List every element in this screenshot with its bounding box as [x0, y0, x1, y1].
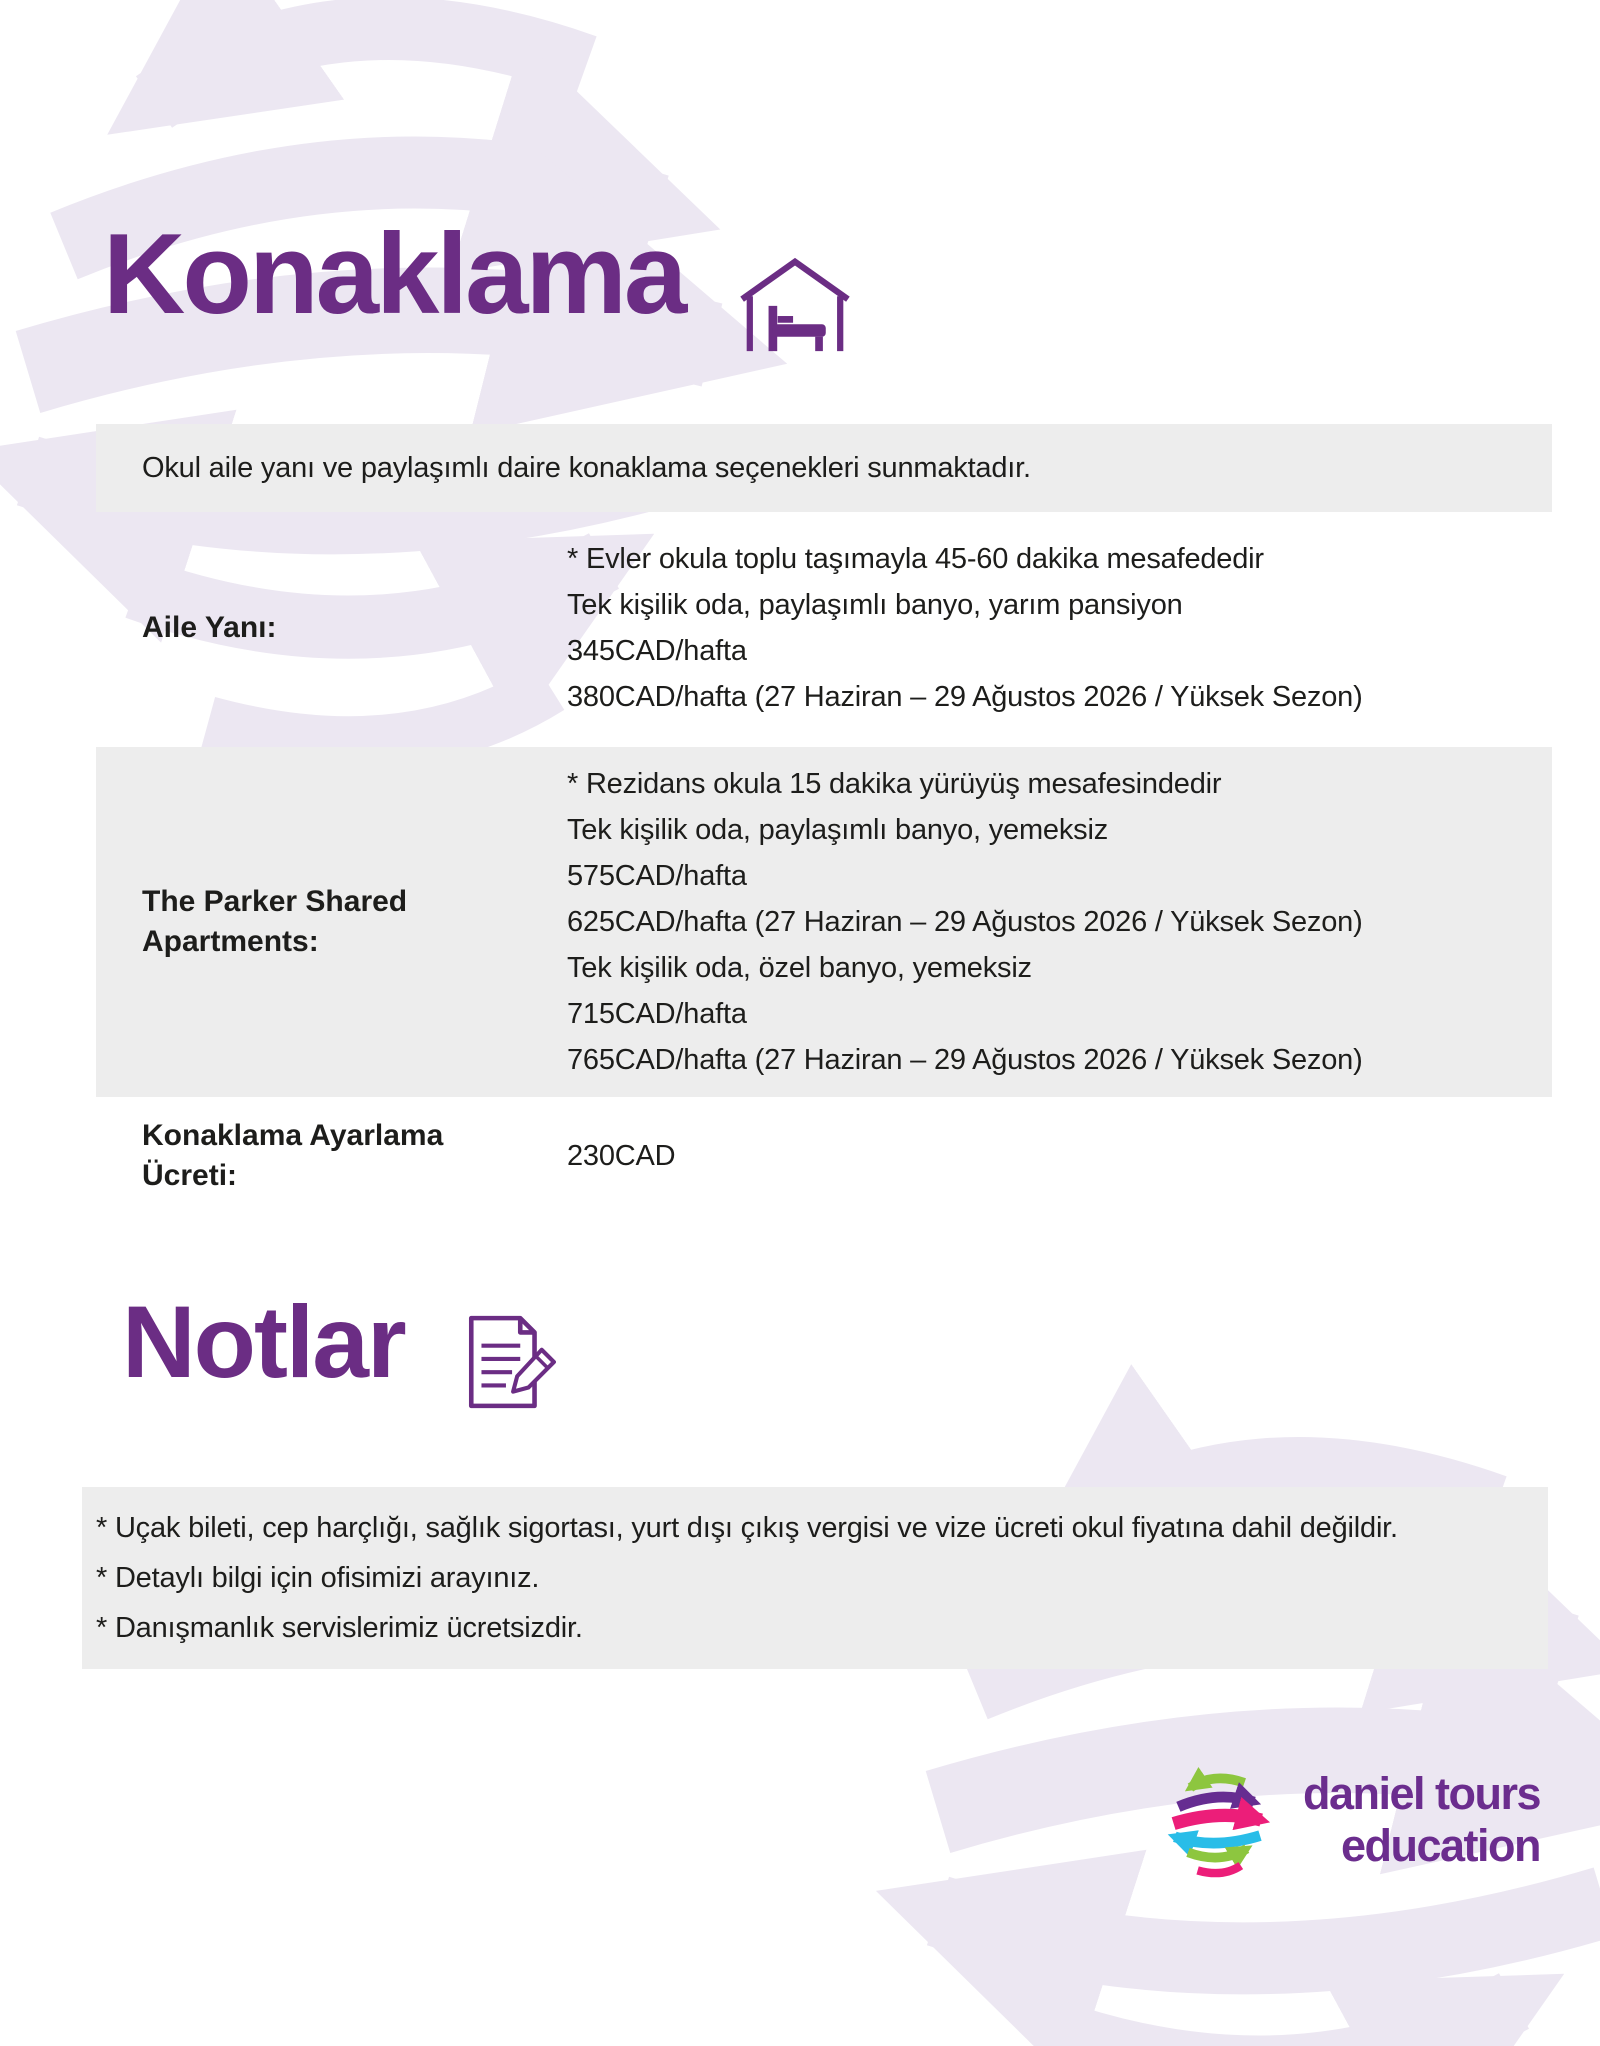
content-line: 765CAD/hafta (27 Haziran – 29 Ağustos 2026 / Yüksek Sezon) — [567, 1044, 1363, 1076]
row-content — [567, 1133, 1552, 1179]
logo-line-1: daniel tours — [1302, 1768, 1540, 1819]
content-line: * Evler okula toplu taşımayla 45-60 dakika mesafededir — [567, 543, 1264, 575]
company-logo — [1150, 1760, 1550, 1890]
row-label: The Parker Shared Apartments: — [142, 885, 408, 958]
note-item: * Uçak bileti, cep harçlığı, sağlık sigortası, yurt dışı çıkış vergisi ve vize ücreti okul fiyatına dahil değildir. — [96, 1512, 1398, 1544]
intro-bar — [96, 424, 1552, 512]
intro-text: Okul aile yanı ve paylaşımlı daire konaklama seçenekleri sunmaktadır. — [142, 452, 1031, 484]
note-item: * Danışmanlık servislerimiz ücretsizdir. — [96, 1612, 583, 1644]
notes-title-row — [122, 1284, 556, 1412]
accommodation-title-row — [103, 212, 856, 354]
note-item: * Detaylı bilgi için ofisimizi arayınız. — [96, 1562, 540, 1594]
row-aile-yani — [96, 524, 1552, 732]
content-line: 625CAD/hafta (27 Haziran – 29 Ağustos 2026 / Yüksek Sezon) — [567, 906, 1363, 938]
content-line: 380CAD/hafta (27 Haziran – 29 Ağustos 2026 / Yüksek Sezon) — [567, 681, 1363, 713]
notes-box — [82, 1487, 1548, 1669]
content-line: * Rezidans okula 15 dakika yürüyüş mesafesindedir — [567, 768, 1222, 800]
content-line: 345CAD/hafta — [567, 635, 747, 667]
page-title: Konaklama — [103, 211, 685, 338]
notes-title: Notlar — [122, 1285, 405, 1399]
row-parker-apartments — [96, 747, 1552, 1097]
content-line: 715CAD/hafta — [567, 998, 747, 1030]
content-line: Tek kişilik oda, özel banyo, yemeksiz — [567, 952, 1032, 984]
content-line: 230CAD — [567, 1140, 676, 1172]
row-label: Aile Yanı: — [142, 611, 277, 644]
row-content — [567, 536, 1552, 720]
content-line: Tek kişilik oda, paylaşımlı banyo, yemeksiz — [567, 814, 1108, 846]
row-placement-fee — [96, 1106, 1552, 1206]
swoosh-globe-icon — [1158, 1766, 1278, 1886]
note-pencil-icon — [460, 1312, 556, 1412]
logo-line-2: education — [1340, 1820, 1540, 1871]
house-bed-icon — [734, 254, 856, 354]
logo-wordmark — [1286, 1768, 1540, 1872]
content-line: Tek kişilik oda, paylaşımlı banyo, yarım pansiyon — [567, 589, 1183, 621]
row-content — [567, 761, 1552, 1083]
content-line: 575CAD/hafta — [567, 860, 747, 892]
row-label: Konaklama Ayarlama Ücreti: — [142, 1119, 444, 1192]
